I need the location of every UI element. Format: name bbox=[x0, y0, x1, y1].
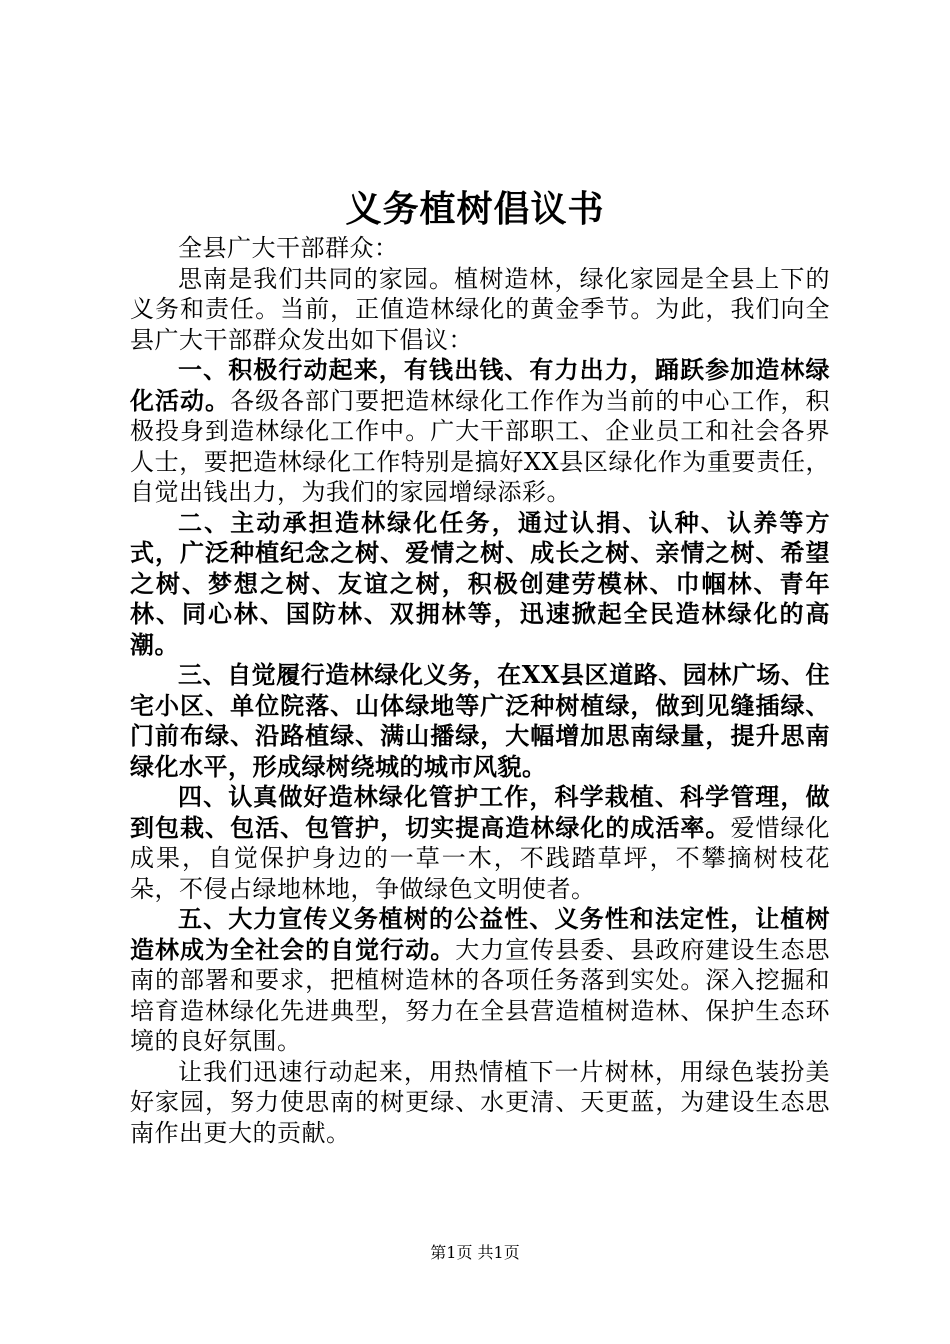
proposal-item-4 bbox=[130, 782, 830, 904]
proposal-item-2-heading: 二、主动承担造林绿化任务，通过认捐、认种、认养等方式，广泛种植纪念之树、爱情之树、成长之树、亲情之树、希望之树、梦想之树、友谊之树，积极创建劳模林、巾帼林、青年林、同心林、国防林、双拥林等，迅速掀起全民造林绿化的高潮。 bbox=[130, 507, 830, 659]
proposal-item-1-heading: 一、积极行动起来，有钱出钱、有力出力，踊跃参加造林绿化活动。 bbox=[130, 355, 830, 415]
intro-paragraph: 思南是我们共同的家园。植树造林，绿化家园是全县上下的义务和责任。当前，正值造林绿化的黄金季节。为此，我们向全县广大干部群众发出如下倡议： bbox=[130, 264, 830, 354]
proposal-item-3-heading: 三、自觉履行造林绿化义务，在XX县区道路、园林广场、住宅小区、单位院落、山体绿地等广泛种树植绿，做到见缝插绿、门前布绿、沿路植绿、满山播绿，大幅增加思南绿量，提升思南绿化水平，形成绿树绕城的城市风貌。 bbox=[130, 660, 830, 781]
closing-paragraph: 让我们迅速行动起来，用热情植下一片树林，用绿色装扮美好家园，努力使思南的树更绿、水更清、天更蓝，为建设生态思南作出更大的贡献。 bbox=[130, 1057, 830, 1147]
document-body bbox=[130, 233, 830, 1148]
proposal-item-4-body: 爱惜绿化成果，自觉保护身边的一草一木，不践踏草坪，不攀摘树枝花朵，不侵占绿地林地，争做绿色文明使者。 bbox=[130, 813, 831, 903]
proposal-item-5-heading: 五、大力宣传义务植树的公益性、义务性和法定性，让植树造林成为全社会的自觉行动。 bbox=[130, 904, 830, 964]
proposal-item-5 bbox=[130, 904, 830, 1057]
proposal-item-1 bbox=[130, 355, 830, 508]
salutation: 全县广大干部群众： bbox=[178, 234, 399, 262]
proposal-item-1-body: 各级各部门要把造林绿化工作作为当前的中心工作，积极投身到造林绿化工作中。广大干部职工、企业员工和社会各界人士，要把造林绿化工作特别是搞好XX县区绿化作为重要责任，自觉出钱出力，为我们的家园增绿添彩。 bbox=[130, 386, 831, 506]
proposal-item-3 bbox=[130, 660, 830, 782]
proposal-item-5-body: 大力宣传县委、县政府建设生态思南的部署和要求，把植树造林的各项任务落到实处。深入挖掘和培育造林绿化先进典型，努力在全县营造植树造林、保护生态环境的良好氛围。 bbox=[130, 935, 831, 1055]
document-title: 义务植树倡议书 bbox=[345, 188, 605, 230]
page-footer: 第1页 共1页 bbox=[430, 1243, 520, 1262]
proposal-item-2 bbox=[130, 508, 830, 661]
proposal-item-4-heading: 四、认真做好造林绿化管护工作，科学栽植、科学管理，做到包栽、包活、包管护，切实提高造林绿化的成活率。 bbox=[130, 782, 830, 842]
